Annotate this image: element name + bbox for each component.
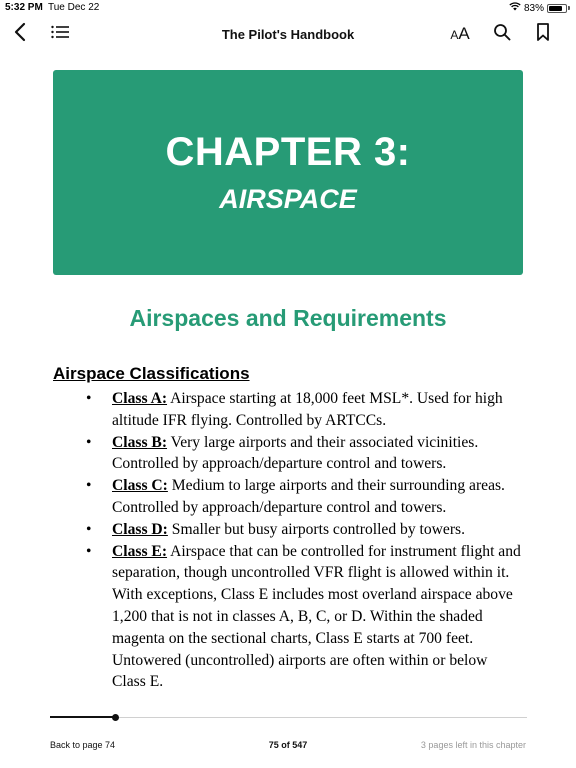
status-indicators	[509, 2, 570, 14]
text-size-button[interactable]	[446, 22, 474, 46]
book-title: The Pilot's Handbook	[221, 27, 355, 42]
page-scrubber[interactable]	[50, 717, 527, 718]
list-item	[80, 519, 525, 541]
bookmark-button[interactable]	[531, 22, 555, 46]
class-description: Very large airports and their associated vicinities. Controlled by approach/departure control and towers.	[112, 433, 479, 473]
bookmark-icon	[536, 22, 550, 47]
scrubber-handle[interactable]	[112, 714, 119, 721]
chapter-banner	[53, 70, 523, 275]
class-name: Class D:	[112, 520, 168, 538]
list-item	[80, 475, 525, 519]
battery-percent: 83%	[523, 2, 544, 14]
page-count: 75 of 547	[268, 740, 308, 750]
section-title: Airspaces and Requirements	[129, 305, 447, 331]
class-description: Airspace starting at 18,000 feet MSL*. Used for high altitude IFR flying. Controlled by ARTCCs.	[112, 390, 503, 429]
reader-toolbar	[0, 18, 576, 50]
class-description: Airspace that can be controlled for instrument flight and separation, though uncontrolled VFR flight is allowed within it. With exceptions, Class E includes most overland airspace above 1,200 that is not in classes A, B, C, or D. Within the shaded magenta on the sectional charts, Class E starts at 700 feet. Untowered (uncontrolled) airports are often within or below Class E.	[112, 542, 521, 691]
list-item	[80, 541, 525, 694]
battery-nub	[568, 6, 570, 10]
bullet: •	[86, 542, 92, 560]
text-size-small: A	[450, 28, 459, 42]
text-size-icon	[450, 24, 469, 44]
battery-level	[549, 6, 562, 11]
list-item	[80, 388, 525, 432]
bullet: •	[86, 477, 92, 495]
class-description: Medium to large airports and their surrounding areas. Controlled by approach/departure control and towers.	[112, 477, 505, 516]
sub-heading: Airspace Classifications	[53, 364, 250, 383]
bullet: •	[86, 390, 92, 407]
status-date: Tue Dec 22	[48, 2, 100, 13]
back-to-page-link[interactable]: Back to page 74	[50, 740, 116, 750]
battery-icon	[547, 4, 567, 13]
text-size-large: A	[458, 24, 470, 43]
class-name: Class B:	[112, 433, 168, 451]
class-name: Class E:	[112, 542, 168, 560]
status-bar	[0, 0, 576, 16]
search-button[interactable]	[490, 22, 514, 46]
search-icon	[493, 23, 511, 46]
pages-left-in-chapter: 3 pages left in this chapter	[420, 740, 526, 750]
bullet: •	[86, 520, 92, 538]
progress-fill	[50, 716, 115, 718]
class-name: Class C:	[112, 477, 168, 495]
bullet: •	[86, 433, 92, 451]
list-item	[80, 432, 525, 476]
status-time: 5:32 PM	[5, 2, 43, 13]
airspace-class-list	[80, 388, 525, 693]
class-description: Smaller but busy airports controlled by towers.	[171, 520, 465, 538]
class-name: Class A:	[112, 390, 168, 407]
chapter-name: AIRSPACE	[219, 184, 357, 214]
wifi-icon	[509, 2, 521, 14]
chapter-number: CHAPTER 3:	[165, 130, 411, 174]
